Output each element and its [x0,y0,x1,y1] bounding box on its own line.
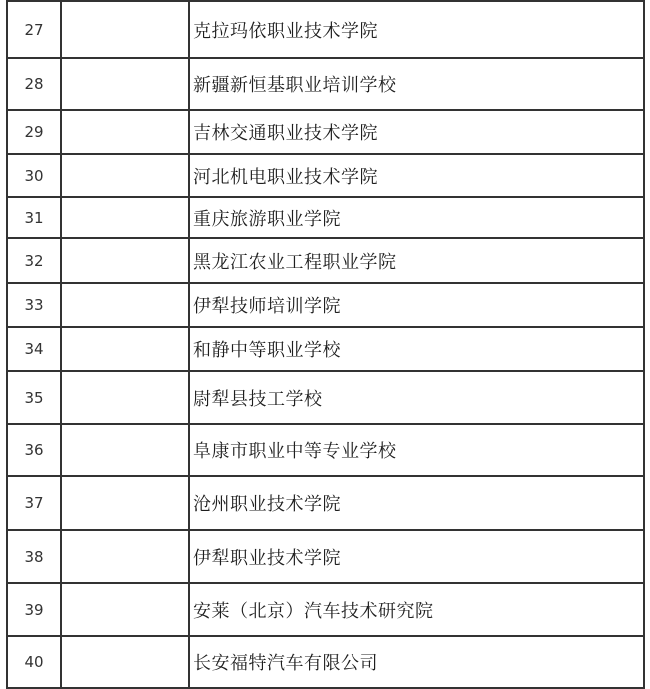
table-row [7,530,644,583]
row-number: 29 [7,110,61,154]
school-name: 沧州职业技术学院 [189,476,644,530]
row-number: 27 [7,1,61,58]
empty-cell [61,636,189,688]
row-number: 36 [7,424,61,476]
school-name: 黑龙江农业工程职业学院 [189,238,644,283]
empty-cell [61,238,189,283]
school-name: 重庆旅游职业学院 [189,197,644,238]
empty-cell [61,1,189,58]
table-row [7,1,644,58]
row-number: 38 [7,530,61,583]
empty-cell [61,371,189,424]
table-body [7,1,644,688]
row-number: 33 [7,283,61,327]
row-number: 34 [7,327,61,371]
table-row [7,424,644,476]
table-row [7,58,644,110]
school-list-table [6,0,645,689]
table-row [7,476,644,530]
empty-cell [61,58,189,110]
school-name: 尉犁县技工学校 [189,371,644,424]
empty-cell [61,154,189,197]
table-row [7,371,644,424]
school-name: 新疆新恒基职业培训学校 [189,58,644,110]
school-name: 河北机电职业技术学院 [189,154,644,197]
empty-cell [61,110,189,154]
table-row [7,110,644,154]
row-number: 39 [7,583,61,636]
school-name: 阜康市职业中等专业学校 [189,424,644,476]
school-name: 安莱（北京）汽车技术研究院 [189,583,644,636]
row-number: 35 [7,371,61,424]
empty-cell [61,583,189,636]
school-name: 长安福特汽车有限公司 [189,636,644,688]
table-row [7,238,644,283]
empty-cell [61,327,189,371]
school-name: 伊犁技师培训学院 [189,283,644,327]
empty-cell [61,283,189,327]
school-name: 伊犁职业技术学院 [189,530,644,583]
row-number: 32 [7,238,61,283]
empty-cell [61,476,189,530]
table-row [7,154,644,197]
row-number: 31 [7,197,61,238]
row-number: 28 [7,58,61,110]
empty-cell [61,424,189,476]
row-number: 30 [7,154,61,197]
table-row [7,283,644,327]
table-row [7,327,644,371]
row-number: 40 [7,636,61,688]
school-name: 和静中等职业学校 [189,327,644,371]
empty-cell [61,530,189,583]
school-name: 吉林交通职业技术学院 [189,110,644,154]
table-row [7,583,644,636]
table-row [7,197,644,238]
empty-cell [61,197,189,238]
table-row [7,636,644,688]
row-number: 37 [7,476,61,530]
school-name: 克拉玛依职业技术学院 [189,1,644,58]
